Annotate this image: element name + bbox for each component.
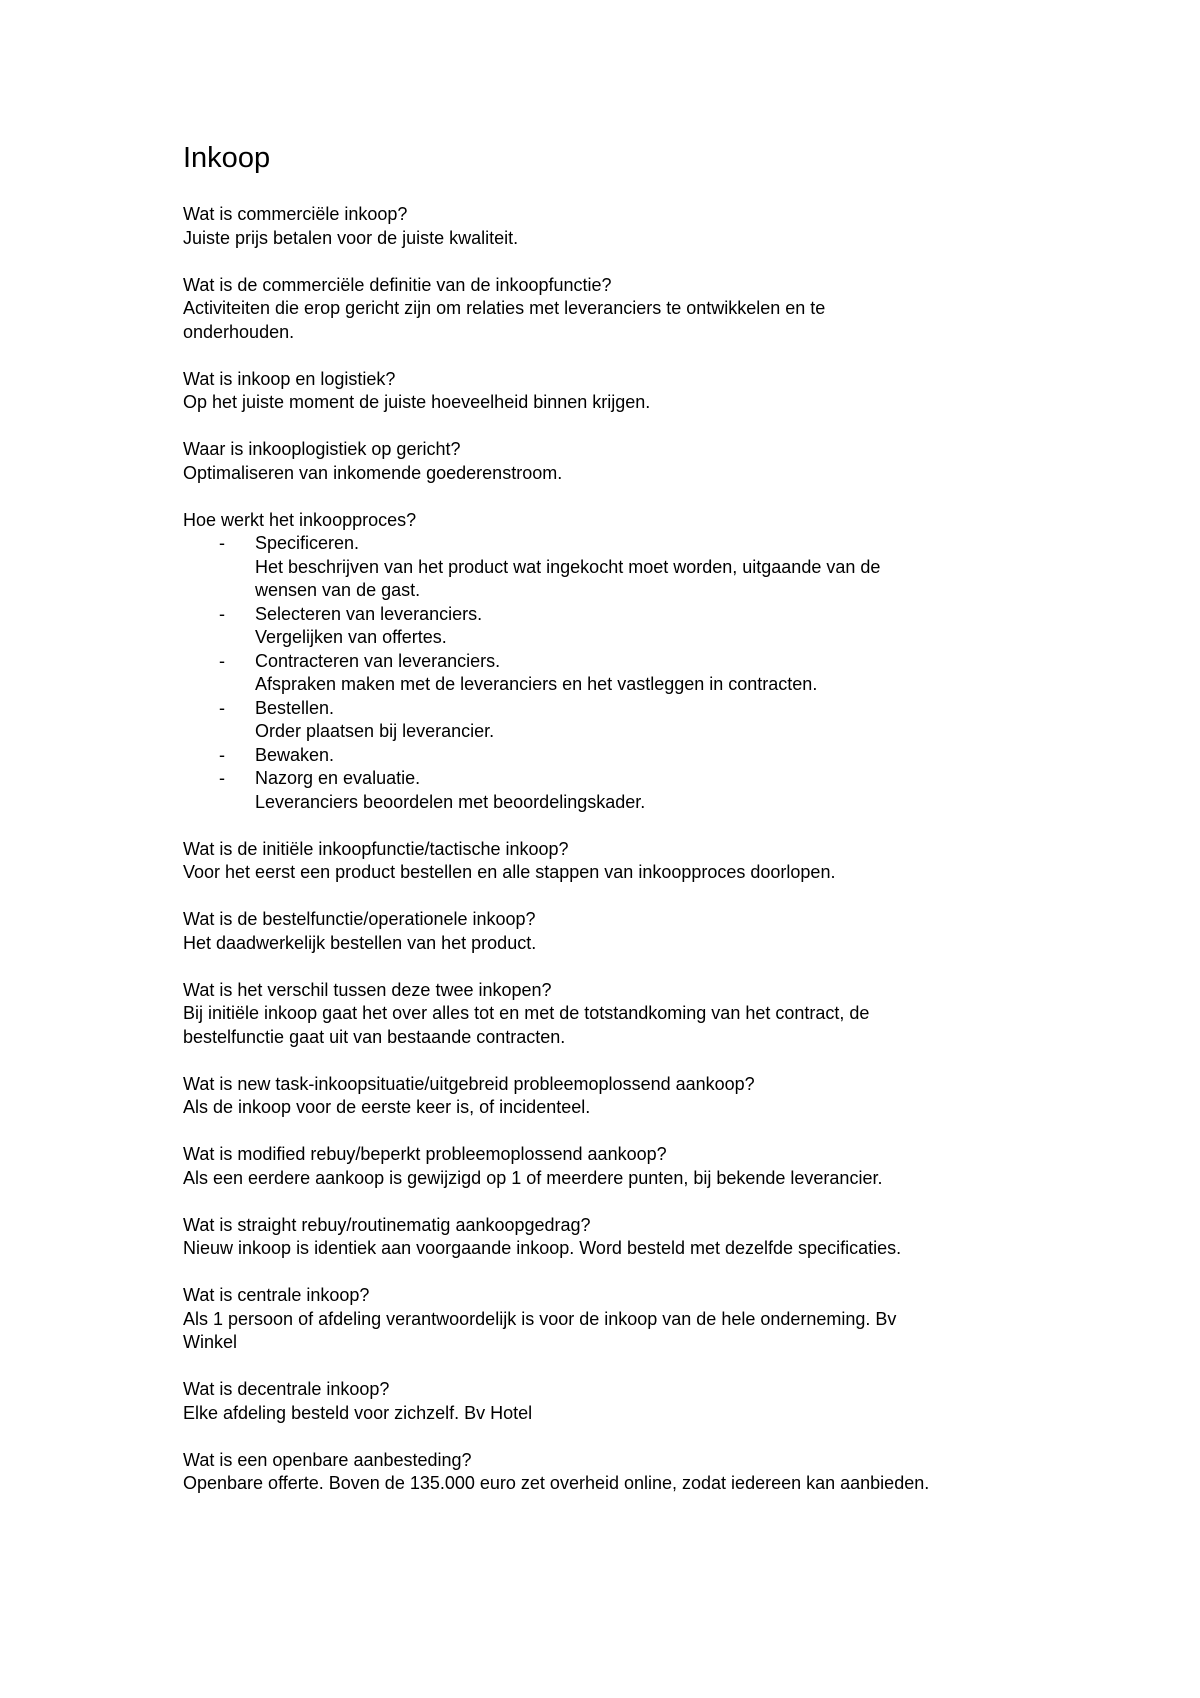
qa-block — [183, 1073, 1063, 1120]
qa-block — [183, 1214, 1063, 1261]
page-title: Inkoop — [183, 142, 271, 174]
qa-block — [183, 274, 1063, 345]
answer: Activiteiten die erop gericht zijn om relaties met leveranciers te ontwikkelen en te onderhouden. — [183, 298, 826, 342]
process-step — [183, 767, 1063, 814]
qa-block — [183, 203, 1063, 250]
step-detail: Afspraken maken met de leveranciers en het vastleggen in contracten. — [255, 674, 818, 694]
question: Wat is new task-inkoopsituatie/uitgebreid probleemoplossend aankoop? — [183, 1073, 755, 1094]
answer: Openbare offerte. Boven de 135.000 euro zet overheid online, zodat iedereen kan aanbieden. — [183, 1473, 930, 1493]
step-label: Bestellen. — [255, 697, 335, 718]
step-label: Selecteren van leveranciers. — [255, 603, 483, 624]
step-label: Nazorg en evaluatie. — [255, 768, 421, 788]
step-detail: Order plaatsen bij leverancier. — [255, 721, 495, 741]
answer: Voor het eerst een product bestellen en alle stappen van inkoopproces doorlopen. — [183, 862, 836, 882]
question: Wat is modified rebuy/beperkt probleemoplossend aankoop? — [183, 1144, 667, 1164]
step-label: Contracteren van leveranciers. — [255, 650, 501, 671]
answer: Op het juiste moment de juiste hoeveelheid binnen krijgen. — [183, 392, 651, 412]
answer: Als de inkoop voor de eerste keer is, of incidenteel. — [183, 1097, 591, 1117]
answer: Als een eerdere aankoop is gewijzigd op 1 of meerdere punten, bij bekende leverancier. — [183, 1167, 883, 1188]
step-detail: Vergelijken van offertes. — [255, 627, 447, 647]
question: Wat is de initiële inkoopfunctie/tactische inkoop? — [183, 838, 569, 859]
question: Wat is commerciële inkoop? — [183, 204, 408, 224]
question: Wat is het verschil tussen deze twee inkopen? — [183, 979, 552, 1000]
step-detail: Het beschrijven van het product wat ingekocht moet worden, uitgaande van de wensen van de gast. — [255, 556, 881, 600]
qa-block — [183, 368, 1063, 415]
answer: Juiste prijs betalen voor de juiste kwaliteit. — [183, 227, 519, 248]
qa-block — [183, 979, 1063, 1050]
answer: Het daadwerkelijk bestellen van het product. — [183, 932, 537, 953]
qa-block — [183, 1143, 1063, 1190]
document-page — [183, 140, 1063, 1519]
qa-block — [183, 438, 1063, 485]
answer: Bij initiële inkoop gaat het over alles tot en met de totstandkoming van het contract, de bestelfunctie gaat uit van bestaande contracten. — [183, 1003, 870, 1047]
qa-block — [183, 838, 1063, 885]
process-step — [183, 603, 1063, 650]
dash-bullet: - — [219, 650, 225, 671]
qa-block — [183, 1378, 1063, 1425]
process-steps-list — [183, 532, 1063, 814]
process-step — [183, 697, 1063, 744]
dash-bullet: - — [219, 697, 225, 718]
step-label: Specificeren. — [255, 533, 360, 553]
dash-bullet: - — [219, 603, 225, 624]
question: Wat is de commerciële definitie van de inkoopfunctie? — [183, 274, 612, 295]
qa-block — [183, 1449, 1063, 1496]
dash-bullet: - — [219, 768, 225, 788]
answer: Elke afdeling besteld voor zichzelf. Bv Hotel — [183, 1402, 533, 1423]
question: Wat is centrale inkoop? — [183, 1285, 370, 1305]
answer: Als 1 persoon of afdeling verantwoordelijk is voor de inkoop van de hele onderneming. Bv Winkel — [183, 1308, 897, 1352]
question: Wat is inkoop en logistiek? — [183, 368, 396, 389]
question: Wat is decentrale inkoop? — [183, 1379, 390, 1399]
step-label: Bewaken. — [255, 744, 335, 765]
process-step — [183, 532, 1063, 603]
dash-bullet: - — [219, 533, 225, 553]
process-step — [183, 650, 1063, 697]
question: Waar is inkooplogistiek op gericht? — [183, 439, 461, 459]
qa-block — [183, 1284, 1063, 1355]
qa-block — [183, 908, 1063, 955]
question: Hoe werkt het inkoopproces? — [183, 509, 417, 530]
step-detail: Leveranciers beoordelen met beoordelingskader. — [255, 791, 646, 812]
answer: Nieuw inkoop is identiek aan voorgaande inkoop. Word besteld met dezelfde specificaties. — [183, 1238, 902, 1258]
question: Wat is straight rebuy/routinematig aankoopgedrag? — [183, 1214, 591, 1235]
dash-bullet: - — [219, 744, 225, 765]
answer: Optimaliseren van inkomende goederenstroom. — [183, 462, 563, 483]
process-step — [183, 744, 1063, 768]
process-block — [183, 509, 1063, 815]
question: Wat is een openbare aanbesteding? — [183, 1449, 472, 1470]
question: Wat is de bestelfunctie/operationele inkoop? — [183, 909, 536, 929]
